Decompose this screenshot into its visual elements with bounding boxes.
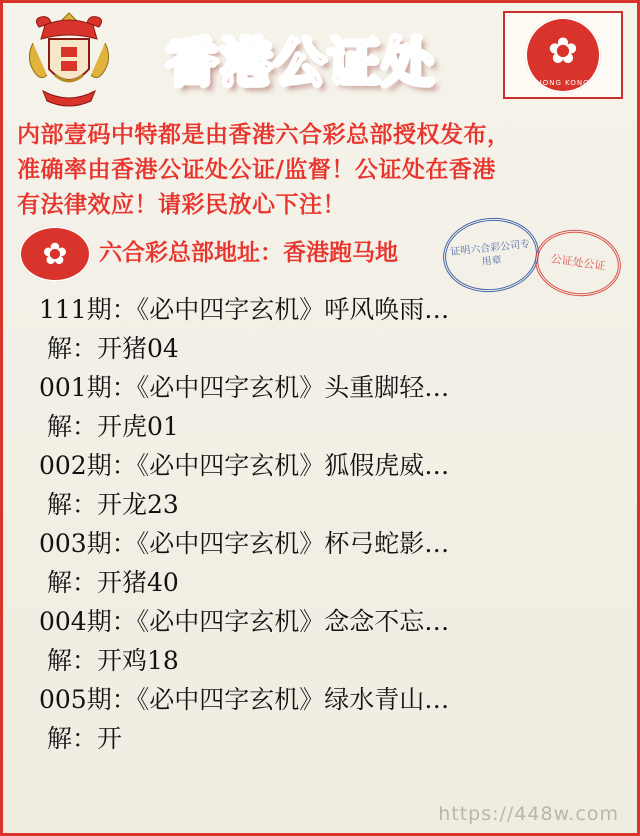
entry-issue: 004期 — [39, 607, 112, 636]
entry-line — [13, 524, 627, 563]
list-item — [13, 602, 627, 680]
entry-colon: ： — [111, 373, 137, 402]
list-item — [13, 446, 627, 524]
answer-line — [13, 329, 627, 368]
entry-phrase: 杯弓蛇影 — [324, 529, 425, 558]
notice-line-2: 准确率由香港公证处公证/监督！公证处在香港 — [17, 156, 496, 183]
entry-colon: ： — [111, 529, 137, 558]
entry-phrase: 绿水青山 — [324, 685, 425, 714]
bauhinia-icon: ✿ — [19, 226, 91, 282]
answer-value: 开鸡18 — [97, 646, 179, 675]
entry-colon: ： — [111, 451, 137, 480]
forecast-list — [3, 290, 637, 758]
answer-label: 解： — [47, 334, 98, 363]
address-row — [3, 224, 637, 286]
answer-value: 开虎01 — [97, 412, 179, 441]
answer-line — [13, 641, 627, 680]
bauhinia-icon: ✿ HONG KONG — [525, 17, 601, 93]
entry-line — [13, 368, 627, 407]
answer-line — [13, 485, 627, 524]
entry-line — [13, 290, 627, 329]
answer-line — [13, 719, 627, 758]
entry-title: 《必中四字玄机》 — [136, 295, 325, 324]
entry-colon: ： — [111, 607, 137, 636]
answer-value: 开龙23 — [97, 490, 179, 519]
answer-line — [13, 563, 627, 602]
answer-label: 解： — [47, 568, 98, 597]
list-item — [13, 368, 627, 446]
answer-value: 开猪04 — [97, 334, 179, 363]
entry-title: 《必中四字玄机》 — [136, 685, 325, 714]
answer-label: 解： — [47, 490, 98, 519]
page-header — [3, 3, 637, 115]
entry-issue: 002期 — [39, 451, 112, 480]
answer-label: 解： — [47, 646, 98, 675]
entry-title: 《必中四字玄机》 — [136, 373, 325, 402]
notice-line-1: 内部壹码中特都是由香港六合彩总部授权发布， — [17, 121, 511, 148]
entry-phrase: 呼风唤雨 — [324, 295, 425, 324]
hongkong-stamp — [503, 11, 623, 99]
entry-ellipsis: … — [424, 451, 450, 480]
entry-title: 《必中四字玄机》 — [136, 607, 325, 636]
entry-ellipsis: … — [424, 685, 450, 714]
list-item — [13, 290, 627, 368]
coat-of-arms-icon — [19, 9, 119, 113]
watermark-url: https://448w.com — [438, 803, 619, 825]
answer-line — [13, 407, 627, 446]
entry-phrase: 狐假虎威 — [324, 451, 425, 480]
entry-issue: 005期 — [39, 685, 112, 714]
list-item — [13, 680, 627, 758]
entry-colon: ： — [111, 685, 137, 714]
entry-line — [13, 680, 627, 719]
entry-title: 《必中四字玄机》 — [136, 529, 325, 558]
answer-label: 解： — [47, 412, 98, 441]
entry-line — [13, 446, 627, 485]
red-seal-icon: 公证处公证 — [531, 224, 625, 301]
entry-phrase: 念念不忘 — [324, 607, 425, 636]
answer-value: 开猪40 — [97, 568, 179, 597]
notice-block — [17, 117, 623, 222]
entry-ellipsis: … — [424, 295, 450, 324]
notice-line-3: 有法律效应！请彩民放心下注！ — [17, 191, 346, 218]
list-item — [13, 524, 627, 602]
entry-ellipsis: … — [424, 529, 450, 558]
answer-value: 开 — [97, 724, 123, 753]
answer-label: 解： — [47, 724, 98, 753]
stamp-ring-text: HONG KONG — [536, 79, 590, 87]
entry-issue: 111期 — [39, 295, 112, 324]
entry-line — [13, 602, 627, 641]
entry-title: 《必中四字玄机》 — [136, 451, 325, 480]
address-text: 六合彩总部地址：香港跑马地 — [99, 239, 398, 266]
entry-ellipsis: … — [424, 607, 450, 636]
entry-phrase: 头重脚轻 — [324, 373, 425, 402]
entry-issue: 003期 — [39, 529, 112, 558]
entry-colon: ： — [111, 295, 137, 324]
page-title: 香港公证处 — [165, 34, 436, 94]
blue-seal-icon: 证明六合彩公司专用章 — [439, 213, 542, 297]
entry-ellipsis: … — [424, 373, 450, 402]
entry-issue: 001期 — [39, 373, 112, 402]
